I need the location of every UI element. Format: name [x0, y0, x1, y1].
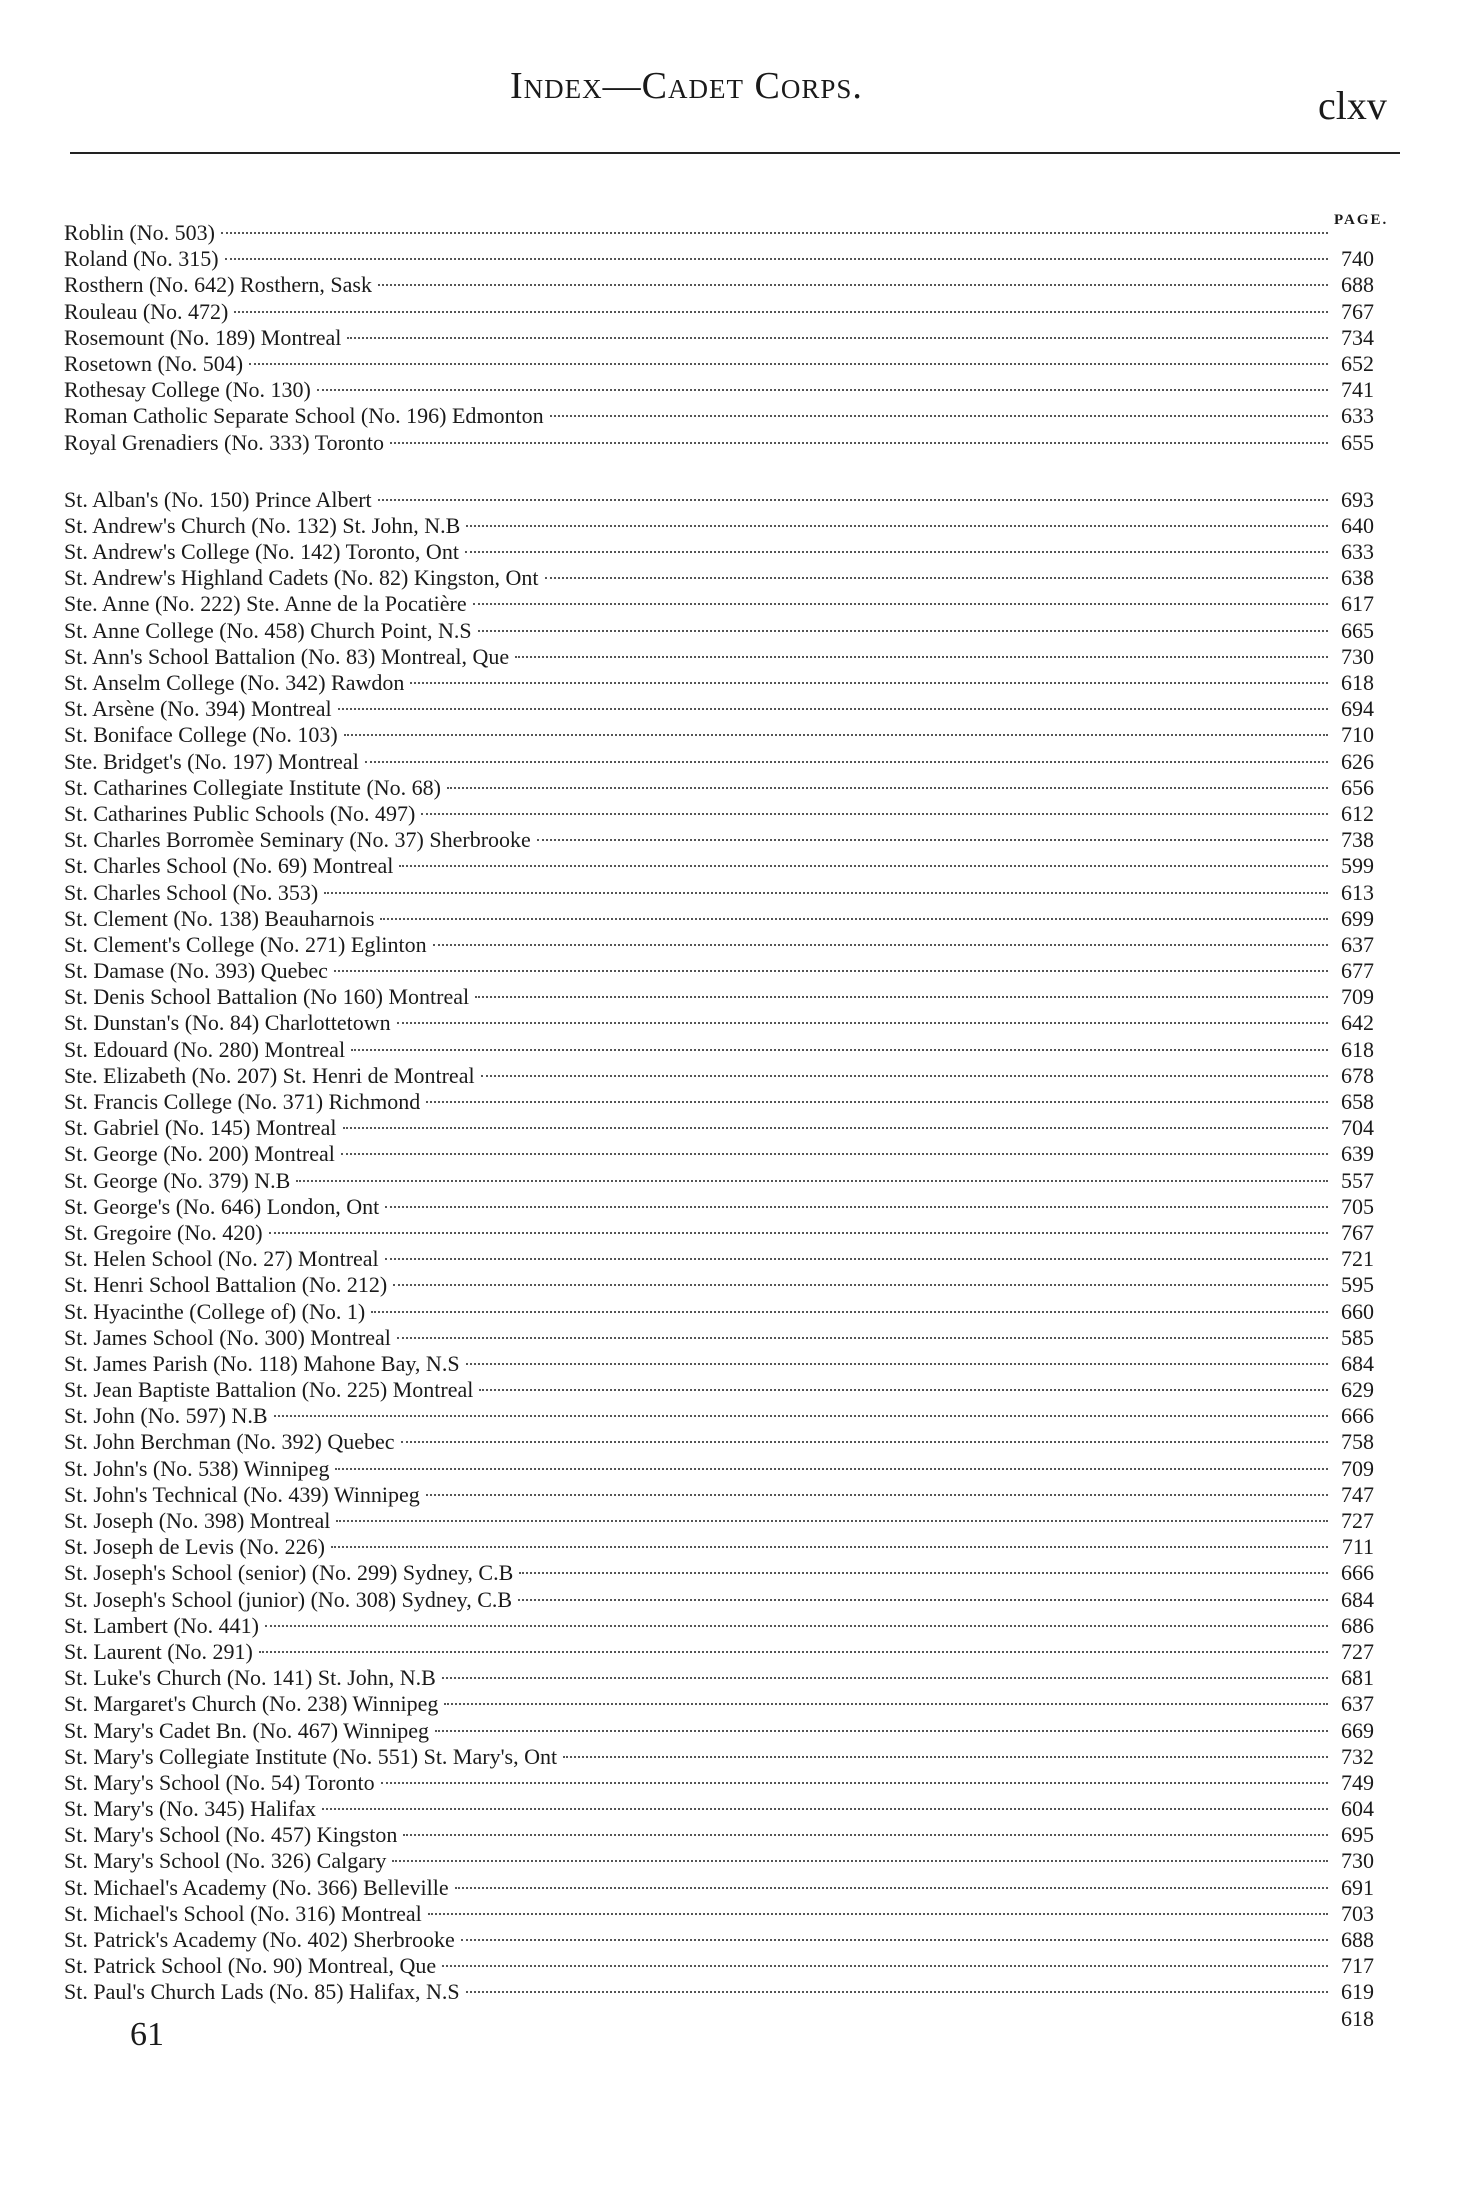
index-entry	[64, 220, 1374, 246]
dot-leader	[365, 761, 1328, 763]
page-title: Index—Cadet Corps.	[510, 65, 863, 107]
index-entry	[64, 1299, 1374, 1325]
index-entry	[64, 487, 1374, 513]
entry-name: St. Mary's School (No. 54) Toronto	[64, 1769, 375, 1795]
entry-name: St. Edouard (No. 280) Montreal	[64, 1036, 346, 1062]
entry-page: 684	[1341, 1586, 1374, 1612]
index-entry	[64, 1979, 1374, 2005]
index-entry	[64, 1115, 1374, 1141]
index-entry	[64, 618, 1374, 644]
entry-name: St. Gabriel (No. 145) Montreal	[64, 1115, 337, 1141]
dot-leader	[444, 1703, 1328, 1705]
entry-page: 640	[1341, 512, 1374, 538]
entry-name: St. Hyacinthe (College of) (No. 1)	[64, 1298, 366, 1324]
entry-page: 638	[1341, 565, 1374, 591]
entry-name: St. Dunstan's (No. 84) Charlottetown	[64, 1010, 391, 1036]
dot-leader	[392, 1860, 1328, 1862]
dot-leader	[249, 363, 1328, 365]
index-entry	[64, 1141, 1374, 1167]
index-entry	[64, 1010, 1374, 1036]
dot-leader	[550, 415, 1328, 417]
dot-leader	[545, 577, 1329, 579]
index-entry	[64, 1770, 1374, 1796]
index-entry	[64, 1796, 1374, 1822]
page-column-label: PAGE.	[1334, 212, 1389, 228]
entry-page: 694	[1341, 696, 1374, 722]
entry-page: 730	[1341, 643, 1374, 669]
entry-page: 633	[1341, 539, 1374, 565]
dot-leader	[426, 1101, 1328, 1103]
index-entry	[64, 1246, 1374, 1272]
entry-page: 599	[1341, 853, 1374, 879]
dot-leader	[225, 258, 1328, 260]
index-entry	[64, 801, 1374, 827]
index-entry	[64, 1927, 1374, 1953]
dot-leader	[344, 734, 1328, 736]
dot-leader	[338, 708, 1328, 710]
index-entry	[64, 958, 1374, 984]
entry-page: 658	[1341, 1089, 1374, 1114]
entry-page: 595	[1341, 1272, 1374, 1298]
entry-name: St. Mary's School (No. 326) Calgary	[64, 1848, 387, 1874]
entry-name: Roman Catholic Separate School (No. 196) Edmonton	[64, 403, 544, 429]
entry-name: St. Francis College (No. 371) Richmond	[64, 1089, 421, 1114]
index-entry	[64, 377, 1374, 403]
index-entry	[64, 1744, 1374, 1770]
index-entry	[64, 1822, 1374, 1848]
index-entry	[64, 299, 1374, 325]
index-entry	[64, 670, 1374, 696]
dot-leader	[399, 865, 1328, 867]
dot-leader	[403, 1834, 1328, 1836]
index-entry	[64, 513, 1374, 539]
entry-page: 656	[1341, 774, 1374, 800]
entry-page: 732	[1341, 1743, 1374, 1769]
entry-page: 688	[1341, 272, 1374, 298]
entry-name: St. Ann's School Battalion (No. 83) Montreal, Que	[64, 643, 510, 669]
dot-leader	[479, 1389, 1328, 1391]
entry-name: St. Henri School Battalion (No. 212)	[64, 1272, 388, 1298]
entry-page: 618	[1341, 670, 1374, 695]
index-entry	[64, 1168, 1374, 1194]
entry-name: St. Charles School (No. 353)	[64, 879, 319, 905]
index-entry	[64, 539, 1374, 565]
dot-leader	[259, 1651, 1328, 1653]
index-entry	[64, 722, 1374, 748]
dot-leader	[515, 656, 1328, 658]
dot-leader	[380, 918, 1328, 920]
entry-page: 665	[1341, 617, 1374, 643]
entry-name: St. Anselm College (No. 342) Rawdon	[64, 670, 405, 695]
dot-leader	[466, 1363, 1328, 1365]
entry-page: 681	[1341, 1665, 1374, 1691]
entry-name: St. Boniface College (No. 103)	[64, 722, 338, 748]
entry-page: 734	[1341, 324, 1374, 350]
entry-page: 693	[1341, 486, 1374, 512]
entry-page: 709	[1341, 984, 1374, 1010]
entry-name: St. Patrick School (No. 90) Montreal, Que	[64, 1953, 437, 1979]
entry-name: St. John's Technical (No. 439) Winnipeg	[64, 1481, 420, 1507]
entry-page: 695	[1341, 1822, 1374, 1848]
entry-name: Royal Grenadiers (No. 333) Toronto	[64, 429, 385, 455]
dot-leader	[234, 311, 1328, 313]
dot-leader	[397, 1022, 1328, 1024]
entry-name: Ste. Elizabeth (No. 207) St. Henri de Montreal	[64, 1062, 475, 1088]
index-entry	[64, 1953, 1374, 1979]
index-entry	[64, 1325, 1374, 1351]
header-rule	[70, 152, 1400, 154]
entry-page: 709	[1341, 1455, 1374, 1481]
dot-leader	[269, 1232, 1328, 1234]
entry-name: Rosemount (No. 189) Montreal	[64, 324, 342, 350]
dot-leader	[322, 1808, 1328, 1810]
entry-name: St. George's (No. 646) London, Ont	[64, 1193, 380, 1219]
index-entry	[64, 644, 1374, 670]
index-entry	[64, 1691, 1374, 1717]
entry-page: 767	[1341, 1219, 1374, 1245]
index-entry	[64, 1560, 1374, 1586]
entry-name: St. Mary's (No. 345) Halifax	[64, 1796, 317, 1822]
entry-page: 677	[1341, 958, 1374, 984]
entry-page: 717	[1341, 1953, 1374, 1979]
dot-leader	[466, 525, 1328, 527]
signature-number: 61	[130, 2016, 164, 2053]
index-entry	[64, 1901, 1374, 1927]
entry-name: Ste. Bridget's (No. 197) Montreal	[64, 748, 359, 774]
entry-name: St. Andrew's Highland Cadets (No. 82) Kingston, Ont	[64, 565, 539, 591]
entry-page: 684	[1341, 1350, 1374, 1376]
entry-page: 666	[1341, 1560, 1374, 1586]
index-entry	[64, 272, 1374, 298]
entry-page: 721	[1341, 1246, 1374, 1272]
dot-leader	[410, 682, 1328, 684]
entry-page: 660	[1341, 1298, 1374, 1324]
entry-name: Roblin (No. 503)	[64, 220, 215, 245]
dot-leader	[381, 1782, 1328, 1784]
dot-leader	[563, 1756, 1328, 1758]
entry-page: 618	[1341, 2005, 1374, 2031]
index-entry	[64, 1377, 1374, 1403]
entry-page: 666	[1341, 1403, 1374, 1429]
index-entry	[64, 565, 1374, 591]
entry-name: St. Mary's Cadet Bn. (No. 467) Winnipeg	[64, 1717, 430, 1743]
index-entry	[64, 932, 1374, 958]
dot-leader	[378, 499, 1328, 501]
dot-leader	[343, 1127, 1329, 1129]
index-entry	[64, 591, 1374, 617]
index-entry	[64, 1089, 1374, 1115]
entry-name: St. Joseph de Levis (No. 226)	[64, 1534, 325, 1560]
entry-name: St. Mary's Collegiate Institute (No. 551) St. Mary's, Ont	[64, 1743, 558, 1769]
dot-leader	[296, 1180, 1328, 1182]
index-entry	[64, 853, 1374, 879]
index-entry	[64, 1613, 1374, 1639]
entry-page: 711	[1341, 1534, 1374, 1560]
entry-name: St. Margaret's Church (No. 238) Winnipeg	[64, 1691, 439, 1717]
entry-name: St. Charles Borromèe Seminary (No. 37) Sherbrooke	[64, 827, 531, 853]
index-entry	[64, 1272, 1374, 1298]
entry-page: 557	[1341, 1167, 1374, 1193]
dot-leader	[378, 284, 1328, 286]
entry-page: 704	[1341, 1115, 1374, 1141]
dot-leader	[426, 1494, 1328, 1496]
dot-leader	[537, 839, 1328, 841]
entry-page: 633	[1341, 403, 1374, 429]
entry-page: 652	[1341, 350, 1374, 376]
dot-leader	[351, 1049, 1328, 1051]
index-entry	[64, 351, 1374, 377]
entry-page: 585	[1341, 1324, 1374, 1350]
entry-name: St. Clement (No. 138) Beauharnois	[64, 905, 375, 931]
index-entry	[64, 1403, 1374, 1429]
dot-leader	[481, 1075, 1328, 1077]
entry-name: Roland (No. 315)	[64, 246, 219, 272]
dot-leader	[221, 232, 1328, 234]
entry-page: 639	[1341, 1141, 1374, 1167]
entry-page: 637	[1341, 1691, 1374, 1717]
entry-page: 705	[1341, 1193, 1374, 1219]
entry-name: Rosetown (No. 504)	[64, 350, 244, 376]
entry-page: 686	[1341, 1612, 1374, 1638]
entry-page: 604	[1341, 1796, 1374, 1822]
dot-leader	[393, 1284, 1328, 1286]
index-entry	[64, 1194, 1374, 1220]
index-entries	[64, 220, 1374, 2032]
entry-page: 618	[1341, 1036, 1374, 1062]
index-entry	[64, 1037, 1374, 1063]
entry-page: 655	[1341, 429, 1374, 455]
entry-name: St. Joseph's School (senior) (No. 299) Sydney, C.B	[64, 1560, 514, 1586]
entry-name: St. James Parish (No. 118) Mahone Bay, N.S	[64, 1350, 460, 1376]
dot-leader	[473, 603, 1328, 605]
index-entry	[64, 749, 1374, 775]
entry-page: 758	[1341, 1429, 1374, 1455]
dot-leader	[401, 1441, 1328, 1443]
dot-leader	[455, 1887, 1328, 1889]
entry-name: St. Michael's School (No. 316) Montreal	[64, 1900, 422, 1926]
entry-page: 699	[1341, 905, 1374, 931]
index-entry	[64, 880, 1374, 906]
entry-page: 727	[1341, 1508, 1374, 1533]
entry-page: 747	[1341, 1481, 1374, 1507]
entry-page: 741	[1341, 377, 1374, 403]
dot-leader	[335, 1468, 1328, 1470]
entry-name: St. George (No. 379) N.B	[64, 1167, 291, 1193]
entry-name: Rouleau (No. 472)	[64, 298, 229, 324]
dot-leader	[324, 892, 1328, 894]
entry-name: St. Patrick's Academy (No. 402) Sherbrooke	[64, 1927, 455, 1952]
dot-leader	[465, 551, 1328, 553]
dot-leader	[433, 944, 1328, 946]
entry-page: 626	[1341, 748, 1374, 774]
dot-leader	[428, 1913, 1328, 1915]
index-entry	[64, 1063, 1374, 1089]
dot-leader	[390, 442, 1328, 444]
entry-name: St. Luke's Church (No. 141) St. John, N.B	[64, 1665, 436, 1691]
dot-leader	[371, 1311, 1328, 1313]
dot-leader	[421, 813, 1328, 815]
index-entry	[64, 325, 1374, 351]
entry-name: St. Charles School (No. 69) Montreal	[64, 853, 394, 879]
index-entry	[64, 827, 1374, 853]
entry-page: 612	[1341, 800, 1374, 826]
entry-name: St. John (No. 597) N.B	[64, 1403, 268, 1429]
entry-page: 710	[1341, 722, 1374, 748]
entry-name: St. George (No. 200) Montreal	[64, 1141, 335, 1167]
index-entry	[64, 906, 1374, 932]
dot-leader	[442, 1965, 1328, 1967]
dot-leader	[518, 1599, 1328, 1601]
dot-leader	[331, 1546, 1328, 1548]
entry-name: St. John's (No. 538) Winnipeg	[64, 1455, 330, 1481]
entry-page: 629	[1341, 1377, 1374, 1403]
entry-page: 738	[1341, 827, 1374, 853]
index-entry	[64, 1351, 1374, 1377]
entry-page: 613	[1341, 879, 1374, 905]
dot-leader	[317, 389, 1328, 391]
index-entry	[64, 775, 1374, 801]
dot-leader	[334, 970, 1328, 972]
entry-page: 617	[1341, 591, 1374, 617]
dot-leader	[347, 337, 1328, 339]
dot-leader	[265, 1625, 1328, 1627]
entry-page: 691	[1341, 1874, 1374, 1900]
entry-name: St. Anne College (No. 458) Church Point, N.S	[64, 617, 472, 643]
dot-leader	[274, 1415, 1328, 1417]
index-entry	[64, 1848, 1374, 1874]
entry-page: 727	[1341, 1638, 1374, 1664]
entry-name: St. Damase (No. 393) Quebec	[64, 958, 328, 984]
entry-name: St. Mary's School (No. 457) Kingston	[64, 1822, 398, 1848]
index-entry	[64, 2006, 1374, 2032]
entry-page: 703	[1341, 1900, 1374, 1926]
index-entry	[64, 1718, 1374, 1744]
dot-leader	[447, 787, 1328, 789]
index-entry	[64, 430, 1374, 456]
index-entry	[64, 984, 1374, 1010]
roman-page-number: clxv	[1318, 83, 1387, 128]
entry-name: St. Joseph (No. 398) Montreal	[64, 1508, 331, 1533]
dot-leader	[475, 996, 1328, 998]
dot-leader	[336, 1520, 1328, 1522]
entry-name: St. Michael's Academy (No. 366) Belleville	[64, 1874, 449, 1900]
entry-name: St. Catharines Collegiate Institute (No. 68)	[64, 774, 441, 800]
dot-leader	[442, 1677, 1328, 1679]
entry-name: St. Denis School Battalion (No 160) Montreal	[64, 984, 470, 1010]
dot-leader	[341, 1153, 1328, 1155]
index-entry	[64, 1220, 1374, 1246]
entry-name: St. Gregoire (No. 420)	[64, 1219, 263, 1245]
dot-leader	[385, 1206, 1328, 1208]
entry-name: St. Joseph's School (junior) (No. 308) Sydney, C.B	[64, 1586, 513, 1612]
entry-name: St. Andrew's Church (No. 132) St. John, N.B	[64, 512, 461, 538]
index-entry	[64, 1534, 1374, 1560]
entry-name: St. Alban's (No. 150) Prince Albert	[64, 486, 372, 512]
entry-name: St. James School (No. 300) Montreal	[64, 1324, 391, 1350]
index-entry	[64, 1429, 1374, 1455]
entry-name: St. John Berchman (No. 392) Quebec	[64, 1429, 395, 1455]
entry-page: 749	[1341, 1769, 1374, 1795]
dot-leader	[397, 1337, 1328, 1339]
dot-leader	[519, 1572, 1328, 1574]
entry-page: 678	[1341, 1062, 1374, 1088]
entry-page: 688	[1341, 1927, 1374, 1952]
entry-name: St. Clement's College (No. 271) Eglinton	[64, 931, 427, 957]
entry-name: St. Helen School (No. 27) Montreal	[64, 1246, 379, 1272]
entry-page: 669	[1341, 1717, 1374, 1743]
entry-page: 730	[1341, 1848, 1374, 1874]
entry-page: 637	[1341, 931, 1374, 957]
entry-name: Rosthern (No. 642) Rosthern, Sask	[64, 272, 372, 298]
entry-page: 740	[1341, 246, 1374, 272]
dot-leader	[461, 1939, 1328, 1941]
index-entry	[64, 1665, 1374, 1691]
entry-name: St. Laurent (No. 291)	[64, 1638, 253, 1664]
index-entry	[64, 1875, 1374, 1901]
entry-page: 619	[1341, 1979, 1374, 2005]
entry-name: St. Catharines Public Schools (No. 497)	[64, 800, 416, 826]
dot-leader	[478, 630, 1328, 632]
index-entry	[64, 403, 1374, 429]
entry-name: St. Lambert (No. 441)	[64, 1612, 259, 1638]
index-entry	[64, 696, 1374, 722]
dot-leader	[466, 1991, 1328, 1993]
entry-name: St. Arsène (No. 394) Montreal	[64, 696, 332, 722]
index-entry	[64, 246, 1374, 272]
entry-name: St. Andrew's College (No. 142) Toronto, Ont	[64, 539, 459, 565]
index-entry	[64, 1639, 1374, 1665]
entry-name: Ste. Anne (No. 222) Ste. Anne de la Pocatière	[64, 591, 467, 617]
index-entry	[64, 1482, 1374, 1508]
entry-name: St. Paul's Church Lads (No. 85) Halifax, N.S	[64, 1979, 460, 2005]
dot-leader	[385, 1258, 1328, 1260]
entry-page: 642	[1341, 1010, 1374, 1036]
index-entry	[64, 1587, 1374, 1613]
dot-leader	[435, 1730, 1328, 1732]
entry-page: 767	[1341, 298, 1374, 324]
index-entry	[64, 1456, 1374, 1482]
index-entry	[64, 1508, 1374, 1534]
entry-name: Rothesay College (No. 130)	[64, 377, 311, 403]
entry-name: St. Jean Baptiste Battalion (No. 225) Montreal	[64, 1377, 474, 1403]
